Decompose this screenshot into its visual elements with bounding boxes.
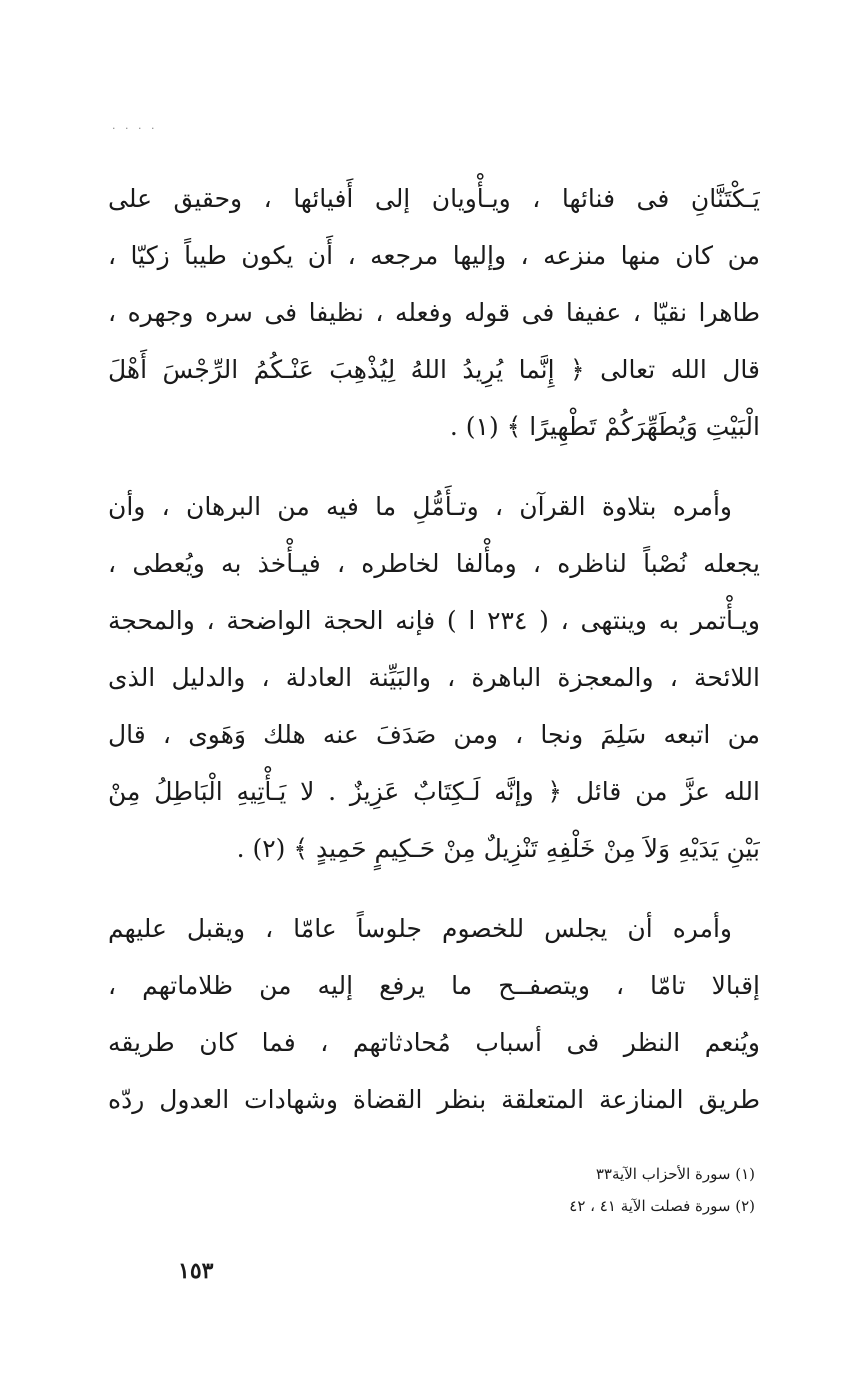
text-line: وأمره أن يجلس للخصوم جلوساً عامّا ، ويقبل عليهم	[108, 914, 732, 943]
page-number: ١٥٣	[178, 1258, 214, 1284]
paragraph-3	[108, 900, 760, 1128]
footnote-2: (٢) سورة فصلت الآية ٤١ ، ٤٢	[569, 1197, 755, 1215]
text-line: ويُنعم النظر فى أسباب مُحادثاتهم ، فما كان طريقه	[108, 1028, 760, 1057]
text-line: ويـأْتمر به وينتهى ، ( ٢٣٤ ا ) فإنه الحجة الواضحة ، والمحجة	[108, 606, 760, 635]
text-line: الله عزَّ من قائل ﴿ وإنَّه لَـكِتَابٌ عَزِيزٌ . لا يَـأْتِيهِ الْبَاطِلُ مِنْ	[108, 777, 760, 806]
paragraph-2	[108, 478, 760, 877]
text-line: وأمره بتلاوة القرآن ، وتـأَمُّلِ ما فيه من البرهان ، وأن	[108, 492, 732, 521]
text-line: بَيْنِ يَدَيْهِ وَلاَ مِنْ خَلْفِهِ تَنْزِيلٌ مِنْ حَـكِيمٍ حَمِيدٍ ﴾ (٢) .	[236, 834, 760, 863]
footnote-divider	[108, 1140, 760, 1141]
text-line: الْبَيْتِ وَيُطَهِّرَكُمْ تَطْهِيرًا ﴾ (١) .	[449, 412, 760, 441]
text-line: من كان منها منزعه ، وإليها مرجعه ، أَن يكون طيباً زكيّا ،	[108, 241, 760, 270]
text-line: اللائحة ، والمعجزة الباهرة ، والبَيِّنة العادلة ، والدليل الذى	[108, 663, 760, 692]
main-text	[108, 170, 760, 1128]
footnotes	[569, 1158, 755, 1222]
paragraph-1	[108, 170, 760, 455]
text-line: من اتبعه سَلِمَ ونجا ، ومن صَدَفَ عنه هلك وَهَوى ، قال	[108, 720, 760, 749]
scan-specks: · · · ·	[112, 122, 158, 135]
text-line: يَـكْتَنَّانِ فى فنائها ، ويـأْويان إلى أَفيائها ، وحقيق على	[108, 184, 760, 213]
text-line: إقبالا تامّا ، ويتصفــح ما يرفع إليه من ظلاماتهم ،	[108, 971, 760, 1000]
text-line: طريق المنازعة المتعلقة بنظر القضاة وشهادات العدول ردّه	[108, 1085, 760, 1114]
text-line: يجعله نُصْباً لناظره ، ومأْلفا لخاطره ، فيـأْخذ به ويُعطى ،	[108, 549, 760, 578]
footnote-1: (١) سورة الأحزاب الآية٣٣	[595, 1165, 755, 1183]
text-line: طاهرا نقيّا ، عفيفا فى قوله وفعله ، نظيفا فى سره وجهره ،	[108, 298, 760, 327]
text-line: قال الله تعالى ﴿ إِنَّما يُرِيدُ اللهُ لِيُذْهِبَ عَنْـكُمُ الرِّجْسَ أَهْلَ	[108, 355, 760, 384]
